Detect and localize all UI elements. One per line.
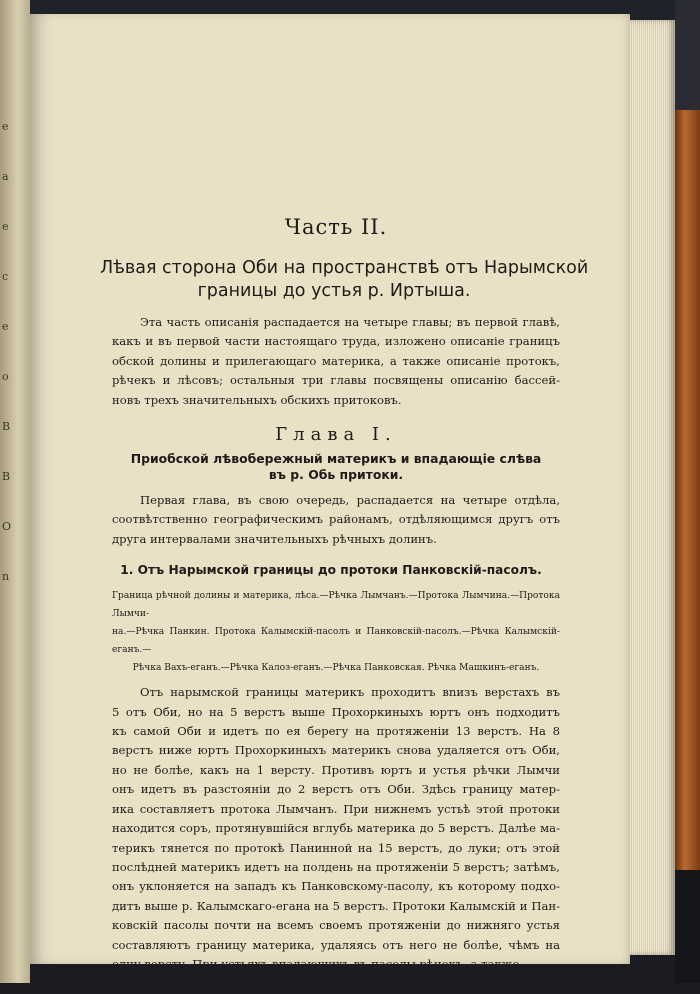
left-page-fragment: e [2, 120, 9, 133]
intro-line: обской долины и прилегающаго материка, а также описаніе протокъ, [112, 353, 560, 368]
left-page-fragment: B [2, 470, 11, 483]
part-title [100, 257, 589, 303]
section-heading: 1. Отъ Нарымской границы до протоки Панковскій-пасолъ. [120, 563, 542, 578]
body-line: но не болѣе, какъ на 1 версту. Противъ юртъ и устья рѣчки Лымчи [112, 762, 560, 777]
body-line: составляютъ границу материка, удаляясь отъ него не болѣе, чѣмъ на [112, 937, 560, 952]
body-line: одну версту. При устьяхъ впадающихъ въ пасолы рѣчекъ, а также прибли- [112, 956, 520, 991]
body-line: дитъ выше р. Калымскаго-егана на 5 верстъ. Протоки Калымскій и Пан- [112, 898, 560, 913]
left-page-fragment: o [2, 370, 9, 383]
body-line: ковскій пасолы почти на всемъ своемъ протяженіи до нижняго устья [112, 918, 560, 933]
left-page-edge [0, 0, 30, 983]
chapter-subtitle-line: Приобской лѣвобережный материкъ и впадающіе слѣва [130, 451, 542, 467]
body-line: къ самой Оби и идетъ по ея берегу на протяженіи 13 верстъ. На 8 [112, 724, 560, 739]
intro-line: какъ и въ первой части настоящаго труда, изложено описаніе границъ [112, 334, 560, 349]
intro-paragraph [112, 313, 560, 410]
book-cover-bottom [675, 870, 700, 983]
left-page-fragment: c [2, 270, 9, 283]
left-page-fragment: B [2, 420, 11, 433]
summary-line: на.—Рѣчка Панкин. Протока Калымскій-пасолъ и Панковскій-пасолъ.—Рѣчка Калымскій-еганъ.— [112, 627, 560, 656]
body-line: онъ уклоняется на западъ къ Панковскому-пасолу, къ которому подхо- [112, 879, 560, 894]
body-line: находится соръ, протянувшійся вглубь материка до 5 верстъ. Далѣе ма- [112, 821, 560, 836]
book-binding [675, 110, 700, 870]
body-line: послѣдней материкъ идетъ на полдень на протяженіи 5 верстъ; затѣмъ, [112, 859, 560, 874]
intro-line: новъ трехъ значительныхъ обскихъ притоковъ. [112, 392, 402, 407]
chapter-subtitle-line: въ р. Обь притоки. [268, 467, 404, 483]
intro-line: Эта часть описанія распадается на четыре главы; въ первой главѣ, [140, 315, 560, 329]
chapter-intro-line: Первая глава, въ свою очередь, распадается на четыре отдѣла, [140, 493, 560, 508]
page-edges [630, 20, 675, 955]
left-page-fragment: e [2, 220, 9, 233]
left-page-fragment: n [2, 570, 10, 583]
body-line: верстъ ниже юртъ Прохоркиныхъ материкъ снова удаляется отъ Оби, [112, 743, 560, 758]
chapter-intro-line: соотвѣтственно географическимъ районамъ, отдѣляющимся другъ отъ [112, 512, 560, 527]
part-title-line: Лѣвая сторона Оби на пространствѣ отъ Нарымской [100, 258, 589, 278]
chapter-heading: Глава I. [275, 424, 397, 446]
part-title-line: границы до устья р. Иртыша. [197, 281, 471, 301]
chapter-intro-paragraph [112, 491, 560, 549]
body-line: 5 отъ Оби, но на 5 верстъ выше Прохоркиныхъ юртъ онъ подходитъ [112, 704, 560, 719]
body-paragraph [112, 683, 560, 994]
chapter-subtitle [112, 451, 560, 483]
left-page-fragment: a [2, 170, 9, 183]
page-content [100, 215, 589, 994]
summary-line: Граница рѣчной долины и материка, лѣса.—Рѣчка Лымчанъ.—Протока Лымчина.—Протока Лымчи- [112, 591, 560, 620]
summary-line: Рѣчка Вахъ-еганъ.—Рѣчка Калоз-еганъ.—Рѣчка Панковская. Рѣчка Машкинъ-еганъ. [132, 663, 540, 674]
left-page-fragment: e [2, 320, 9, 333]
body-line: онъ идетъ въ разстояніи до 2 верстъ отъ Оби. Здѣсь границу матер- [112, 782, 560, 797]
book-cover-top [675, 0, 700, 110]
section-summary [112, 587, 560, 677]
part-heading: Часть II. [284, 215, 388, 239]
body-line: ика составляетъ протока Лымчанъ. При нижнемъ устьѣ этой протоки [112, 801, 560, 816]
chapter-intro-line: друга интервалами значительныхъ рѣчныхъ долинъ. [112, 531, 437, 546]
intro-line: рѣчекъ и лѣсовъ; остальныя три главы посвящены описанію бассей- [112, 373, 560, 388]
body-line: Отъ нарымской границы материкъ проходитъ вnизъ верстахъ въ [140, 685, 560, 700]
body-line: терикъ тянется по протокѣ Панинной на 15 верстъ, до луки; отъ этой [112, 840, 560, 855]
left-page-fragment: O [2, 520, 12, 533]
